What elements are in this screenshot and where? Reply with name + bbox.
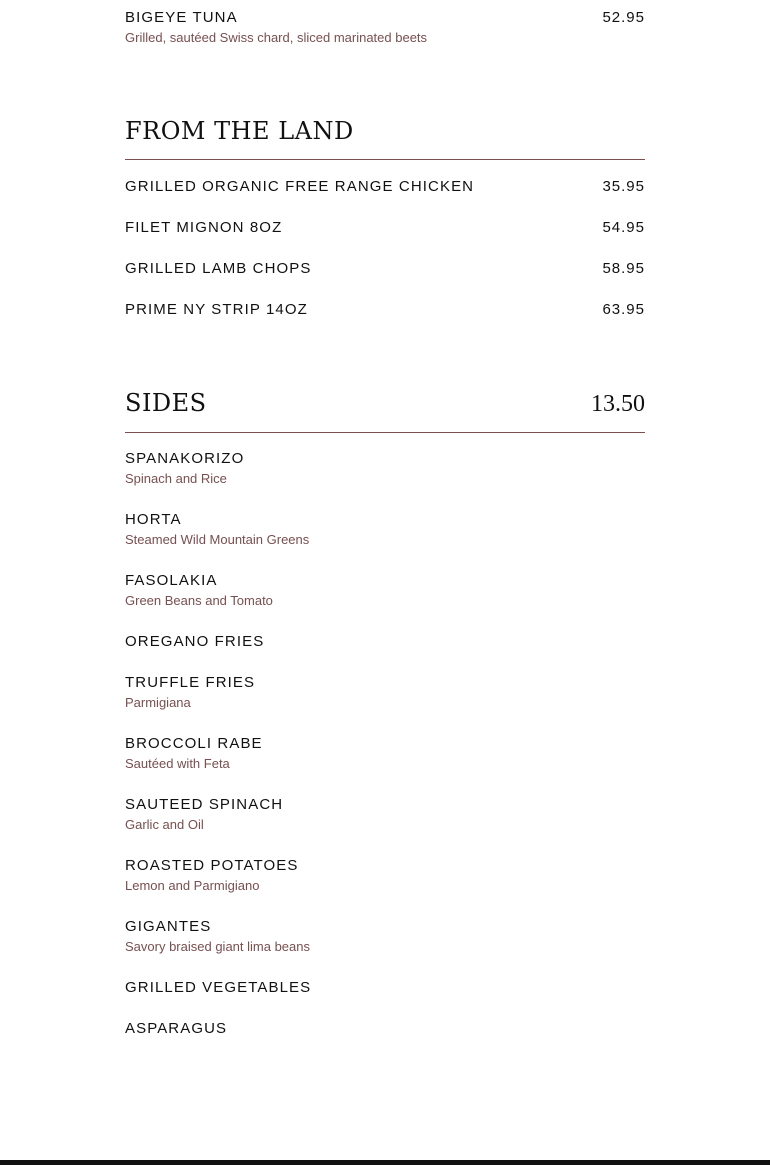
menu-item-fasolakia <box>125 572 645 609</box>
section-title: FROM THE LAND <box>125 117 354 145</box>
menu-item-price: 52.95 <box>602 9 645 26</box>
menu-item-name: SAUTEED SPINACH <box>125 796 284 813</box>
menu-item-description: Lemon and Parmigiano <box>125 878 260 893</box>
menu-item-description: Garlic and Oil <box>125 817 204 832</box>
menu-item-sauteed-spinach <box>125 796 645 833</box>
footer-bar <box>0 1160 770 1165</box>
menu-item-description: Steamed Wild Mountain Greens <box>125 532 310 547</box>
menu-item-name: PRIME NY STRIP 14OZ <box>125 301 308 318</box>
menu-item-oregano-fries <box>125 633 645 651</box>
menu-item-name: FASOLAKIA <box>125 572 218 589</box>
menu-item-price: 54.95 <box>602 219 645 236</box>
menu-item-row <box>125 178 645 196</box>
menu-item-description: Sautéed with Feta <box>125 756 230 771</box>
menu-item-description: Grilled, sautéed Swiss chard, sliced marinated beets <box>125 30 428 45</box>
menu-item-name: GIGANTES <box>125 918 212 935</box>
menu-item-price: 58.95 <box>602 260 645 277</box>
menu-item-row <box>125 260 645 278</box>
menu-item-description: Savory braised giant lima beans <box>125 939 310 954</box>
menu-item-grilled-vegetables <box>125 979 645 997</box>
menu-item-description: Green Beans and Tomato <box>125 593 273 608</box>
section-from-the-land <box>125 117 645 160</box>
menu-item-name: OREGANO FRIES <box>125 633 265 650</box>
menu-item-name: TRUFFLE FRIES <box>125 674 256 691</box>
menu-item-name: ASPARAGUS <box>125 1020 228 1037</box>
menu-item-spanakorizo <box>125 450 645 487</box>
menu-item-roasted-potatoes <box>125 857 645 894</box>
menu-item-row <box>125 9 645 27</box>
menu-item-name: BROCCOLI RABE <box>125 735 263 752</box>
menu-item-lamb-chops <box>125 260 645 278</box>
section-price: 13.50 <box>591 391 645 417</box>
menu-item-gigantes <box>125 918 645 955</box>
menu-item-name: GRILLED LAMB CHOPS <box>125 260 312 277</box>
menu-item-row <box>125 219 645 237</box>
menu-item-truffle-fries <box>125 674 645 711</box>
menu-item-row <box>125 301 645 319</box>
menu-item-name: GRILLED VEGETABLES <box>125 979 312 996</box>
section-header <box>125 389 645 433</box>
menu-item-broccoli-rabe <box>125 735 645 772</box>
menu-item-name: ROASTED POTATOES <box>125 857 299 874</box>
menu-item-description: Spinach and Rice <box>125 471 227 486</box>
menu-item-name: SPANAKORIZO <box>125 450 245 467</box>
menu-item-name: HORTA <box>125 511 182 528</box>
menu-item-bigeye-tuna <box>125 9 645 46</box>
menu-item-grilled-chicken <box>125 178 645 196</box>
menu-item-name: BIGEYE TUNA <box>125 9 238 26</box>
section-header <box>125 117 645 160</box>
menu-item-price: 63.95 <box>602 301 645 318</box>
menu-item-ny-strip <box>125 301 645 319</box>
menu-item-name: GRILLED ORGANIC FREE RANGE CHICKEN <box>125 178 475 195</box>
section-sides <box>125 389 645 433</box>
menu-item-horta <box>125 511 645 548</box>
menu-item-price: 35.95 <box>602 178 645 195</box>
menu-item-filet-mignon <box>125 219 645 237</box>
menu-item-asparagus <box>125 1020 645 1038</box>
menu-item-description: Parmigiana <box>125 695 191 710</box>
menu-item-name: FILET MIGNON 8OZ <box>125 219 283 236</box>
section-title: SIDES <box>125 389 207 417</box>
